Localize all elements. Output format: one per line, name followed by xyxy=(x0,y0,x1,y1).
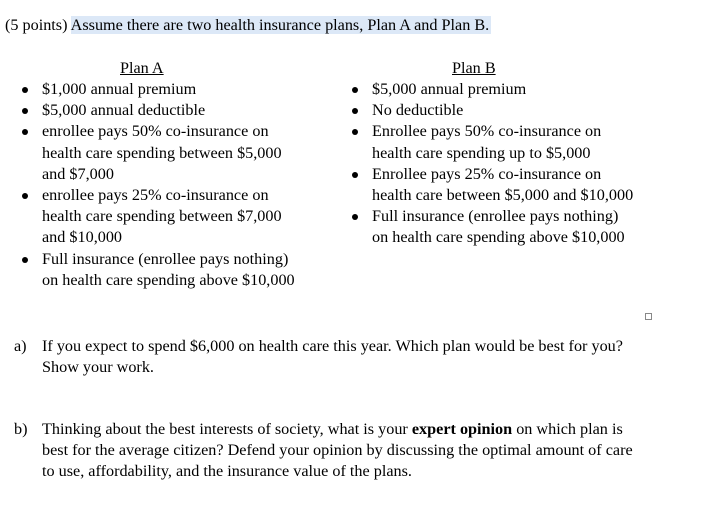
plan-a-item xyxy=(22,121,302,185)
sub-question-b-label: b) xyxy=(14,420,28,438)
plan-b-item xyxy=(352,100,637,121)
plan-a-item-text: $1,000 annual premium xyxy=(42,80,197,98)
resize-handle-icon[interactable] xyxy=(645,313,652,320)
bullet-icon xyxy=(22,257,28,263)
sub-question-b xyxy=(14,419,644,482)
plan-b-item-text: Enrollee pays 25% co-insurance on health care between $5,000 and $10,000 xyxy=(372,164,634,205)
bullet-icon xyxy=(22,87,28,93)
plan-b-item xyxy=(352,206,637,248)
question-prompt-highlighted[interactable]: Assume there are two health insurance plans, Plan A and Plan B. xyxy=(70,16,490,34)
bullet-icon xyxy=(22,108,28,114)
bullet-icon xyxy=(352,214,358,220)
plan-a-item-text: $5,000 annual deductible xyxy=(42,101,206,120)
plan-a-list xyxy=(22,79,322,291)
plan-b-item-text: Full insurance (enrollee pays nothing) on health care spending above $10,000 xyxy=(372,207,625,247)
plan-a-item xyxy=(22,79,302,100)
plan-a-item-text: enrollee pays 25% co-insurance on health care spending between $7,000 and $10,000 xyxy=(42,186,282,247)
plan-a-column xyxy=(22,57,322,291)
sub-question-b-bold: expert opinion xyxy=(411,420,513,438)
sub-question-b-text-end: on which plan is best for the average citizen? Defend your opinion by discussing the optimal amount of care to use, affordability, and the insurance value of the plans. xyxy=(42,420,633,480)
bullet-icon xyxy=(22,193,28,199)
plan-a-item-text: Full insurance (enrollee pays nothing) on health care spending above $10,000 xyxy=(42,249,295,289)
bullet-icon xyxy=(352,87,358,93)
plan-b-item xyxy=(352,121,637,163)
plan-a-heading: Plan A xyxy=(120,59,164,77)
plan-b-item-text: Enrollee pays 50% co-insurance on health care spending up to $5,000 xyxy=(372,122,602,162)
plan-b-heading: Plan B xyxy=(452,59,496,77)
plan-a-item xyxy=(22,249,302,291)
bullet-icon xyxy=(352,129,358,135)
plan-a-item-text: enrollee pays 50% co-insurance on health care spending between $5,000 and $7,000 xyxy=(42,122,282,183)
sub-question-b-text-start: Thinking about the best interests of society, what is your xyxy=(42,420,412,438)
plan-a-item xyxy=(22,100,302,121)
plan-b-item-text: $5,000 annual premium xyxy=(372,80,527,98)
bullet-icon xyxy=(352,108,358,114)
plan-b-list xyxy=(352,79,652,249)
plan-a-item xyxy=(22,185,302,249)
points-label: (5 points) xyxy=(5,16,68,34)
sub-question-a-label: a) xyxy=(14,337,27,355)
question-title xyxy=(5,14,491,36)
sub-question-a xyxy=(14,336,634,378)
bullet-icon xyxy=(352,172,358,178)
plan-b-column xyxy=(352,57,652,249)
plan-b-item xyxy=(352,79,637,100)
plan-b-item xyxy=(352,164,637,206)
bullet-icon xyxy=(22,129,28,135)
sub-question-b-text xyxy=(42,419,644,482)
plan-b-item-text: No deductible xyxy=(372,101,464,120)
sub-question-a-text: If you expect to spend $6,000 on health care this year. Which plan would be best for you? Show your work. xyxy=(42,337,623,376)
